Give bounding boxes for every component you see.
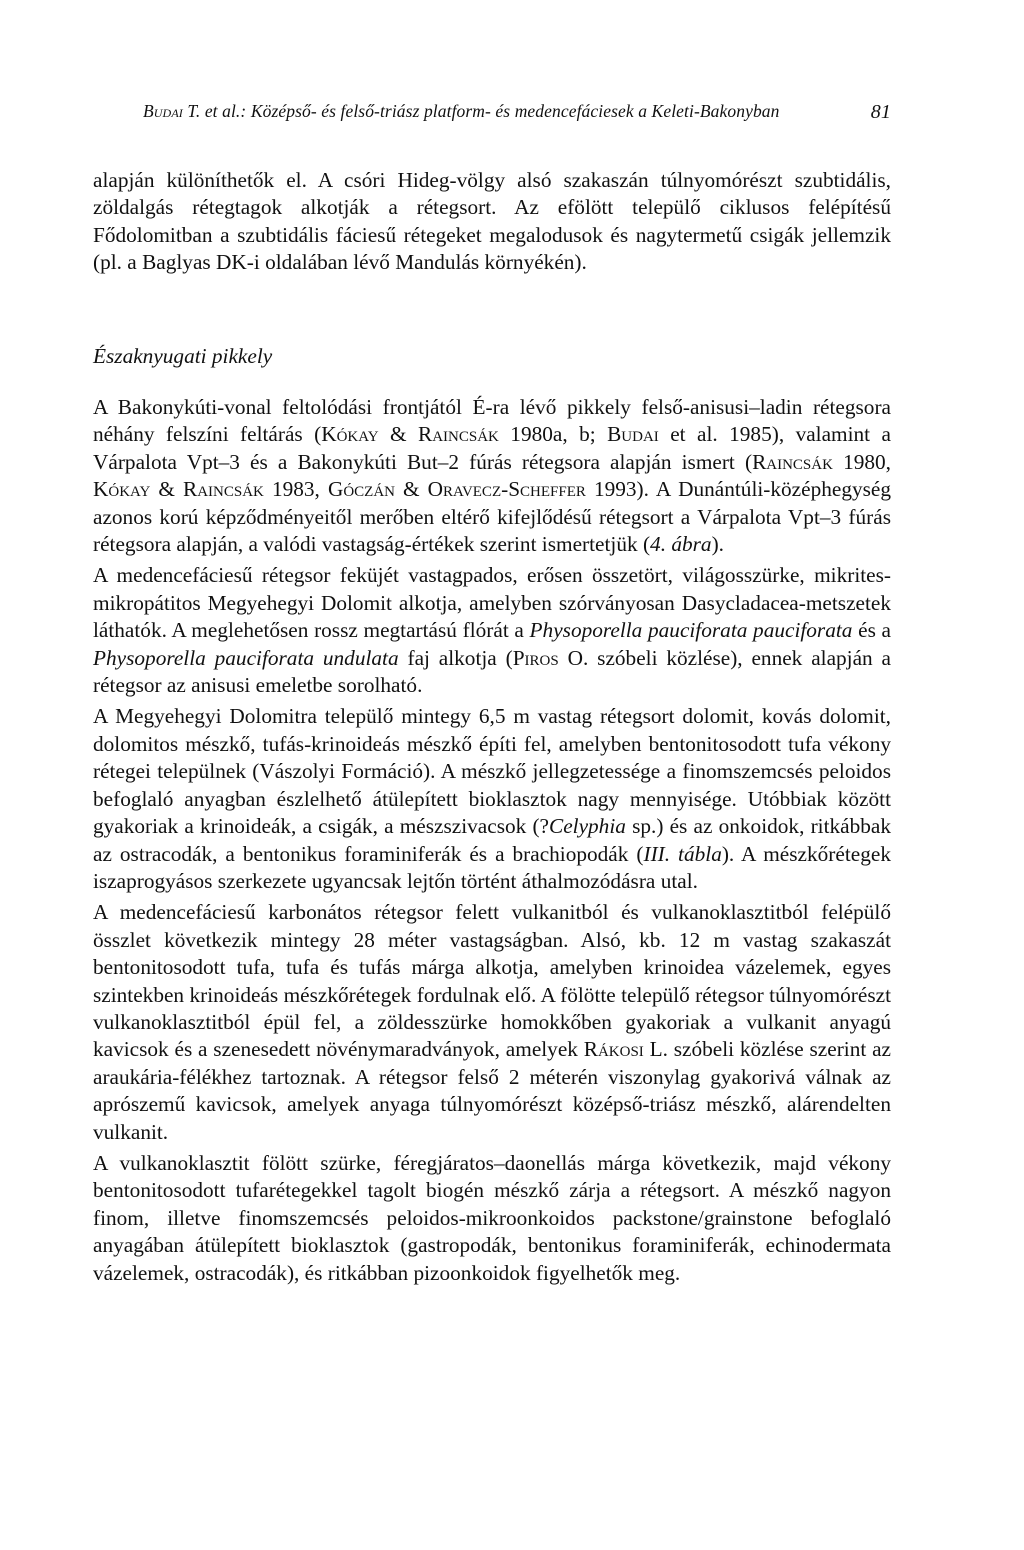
- taxon-name: Physoporella pauciforata pauciforata: [529, 618, 853, 643]
- page-number: 81: [870, 101, 891, 123]
- intro-text-block: [93, 167, 891, 277]
- paragraph-1: A Bakonykúti-vonal feltolódási frontjától É-ra lévő pikkely felső-anisusi–ladin rétegsora néhány felszíni feltárás (Kókay & Raincsák 1980a, b; Budai et al. 1985), valamint a Várpalota Vpt–3 és a Bakonykúti But–2 fúrás rétegsora alapján ismert (Raincsák 1980, Kókay & Raincsák 1983, Góczán & Oravecz-Scheffer 1993). A Dunántúli-középhegység azonos korú képződményeitől merőben eltérő kifejlődésű rétegsort a Várpalota Vpt–3 fúrás rétegsora alapján, a valódi vastagság-értékek szerint ismertetjük (4. ábra).: [93, 395, 892, 557]
- plate-reference: III. tábla: [643, 841, 722, 866]
- paragraph-5: A vulkanoklasztit fölött szürke, féregjáratos–daonellás márga következik, majd vékony bentonitosodott tufarétegekkel tagolt biogén mészkő zárja a rétegsort. A mészkő nagyon finom, illetve finomszemcsés peloidos-mikroonkoidos packstone/grainstone befoglaló anyagában átülepített bioklasztok (gastropodák, bentonikus foraminiferák, echinodermata vázelemek, ostracodák), és ritkábban pizoonkoidok figyelhetők meg.: [93, 1150, 891, 1285]
- intro-paragraph: alapján különíthetők el. A csóri Hideg-völgy alsó szakaszán túlnyomórészt szubtidális, zöldalgás rétegtagok alkotják a rétegsort. Az efölött települő ciklusos felépítésű Fődolomitban a szubtidális fáciesű rétegeket megalodusok és nagytermetű csigák jellemzik (pl. a Baglyas DK-i oldalában lévő Mandulás környékén).: [93, 168, 891, 275]
- paragraph-3: A Megyehegyi Dolomitra települő mintegy 6,5 m vastag rétegsort dolomit, kovás dolomit, dolomitos mészkő, tufás-krinoideás mészkő építi fel, amelyben bentonitosodott tufa vékony rétegei települnek (Vászolyi Formáció). A mészkő jellegzetessége a finomszemcsés peloidos befoglaló anyagban észlelhető átülepített bioklasztok nagy mennyisége. Utóbbiak között gyakoriak a krinoideák, a csigák, a mészszivacsok (?Celyphia sp.) és az onkoidok, ritkábbak az ostracodák, a bentonikus foraminiferák és a brachiopodák (III. tábla). A mészkőrétegek iszaprogyásos szerkezete ugyancsak lejtőn történt áthalmozódásra utal.: [93, 704, 891, 893]
- header-author-rest: T. et al.: [182, 101, 241, 121]
- figure-reference: 4. ábra: [650, 532, 712, 557]
- taxon-name: Celyphia: [549, 814, 626, 839]
- section-body: [93, 394, 891, 1287]
- running-header: [143, 101, 891, 131]
- paragraph-4: A medencefáciesű karbonátos rétegsor felett vulkanitból és vulkanoklasztitból felépülő összlet következik mintegy 28 méter vastagságban. Alsó, kb. 12 m vastag szakaszát bentonitosodott tufa, tufa és tufás márga alkotja, amelyben krinoidea vázelemek, egyes szintekben krinoideás mészkőrétegek fordulnak elő. A fölötte települő rétegsor túlnyomórészt vulkanoklasztitból épül fel, a zöldesszürke homokkőben gyakoriak a vulkanit anyagú kavicsok és a szenesedett növénymaradványok, amelyek Rákosi L. szóbeli közlése szerint az araukária-félékhez tartoznak. A rétegsor felső 2 méterén viszonylag gyakorivá válnak az aprószemű kavicsok, amelyek anyaga túlnyomórészt középső-triász mészkő, alárendelten vulkanit.: [93, 900, 891, 1144]
- section-heading: Északnyugati pikkely: [93, 344, 273, 368]
- header-title: : Középső- és felső-triász platform- és medencefáciesek a Keleti-Bakonyban: [240, 101, 780, 121]
- header-author: Budai: [143, 101, 183, 121]
- paragraph-2: A medencefáciesű rétegsor feküjét vastagpados, erősen összetört, világosszürke, mikrites-mikropátitos Megyehegyi Dolomit alkotja, amelyben szórványosan Dasycladacea-metszetek láthatók. A meglehetősen rossz megtartású flórát a Physoporella pauciforata pauciforata és a Physoporella pauciforata undulata faj alkotja (Piros O. szóbeli közlése), ennek alapján a rétegsor az anisusi emeletbe sorolható.: [93, 563, 891, 698]
- taxon-name: Physoporella pauciforata undulata: [93, 645, 399, 670]
